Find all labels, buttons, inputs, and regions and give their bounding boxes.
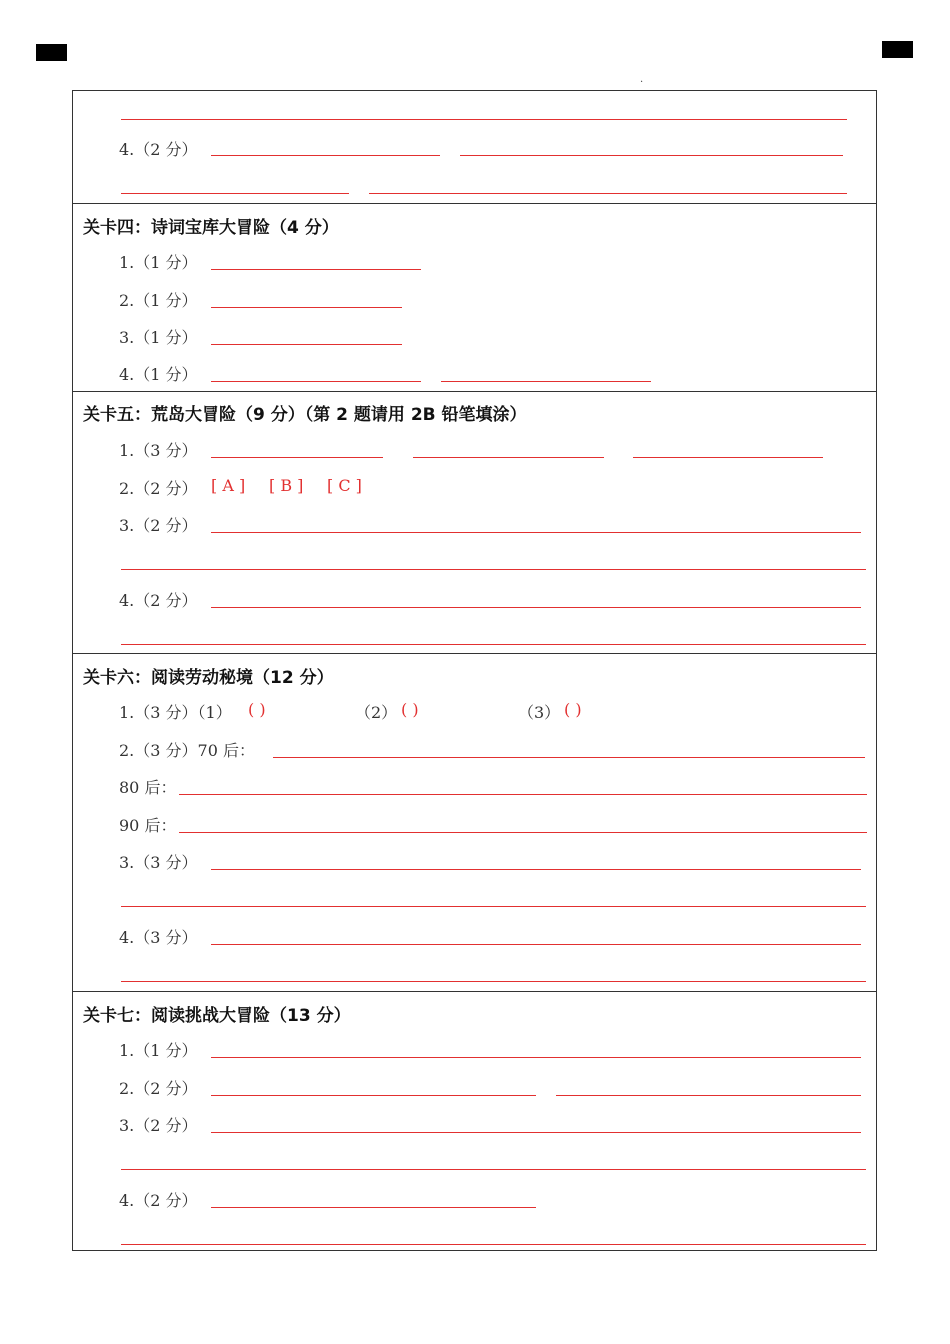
answer-line[interactable] xyxy=(211,869,861,870)
answer-line[interactable] xyxy=(369,193,847,194)
question-3-label: 3.（2 分） xyxy=(119,516,198,535)
answer-line[interactable] xyxy=(179,832,867,833)
answer-line[interactable] xyxy=(121,1244,866,1245)
question-2-80s-label: 80 后： xyxy=(119,778,177,797)
question-1-label: 1.（1 分） xyxy=(119,253,198,272)
question-2-label: 2.（3 分）70 后： xyxy=(119,741,255,760)
answer-line[interactable] xyxy=(121,644,866,645)
section-7 xyxy=(73,991,876,1253)
answer-line[interactable] xyxy=(211,607,861,608)
question-4-label: 4.（2 分） xyxy=(119,591,198,610)
answer-line[interactable] xyxy=(211,1057,861,1058)
answer-line[interactable] xyxy=(211,155,440,156)
question-4-label: 4.（3 分） xyxy=(119,928,198,947)
answer-line[interactable] xyxy=(211,1095,536,1096)
answer-line[interactable] xyxy=(121,906,866,907)
answer-sheet-box xyxy=(72,90,877,1251)
section-title: 关卡五：荒岛大冒险（9 分）（第 2 题请用 2B 铅笔填涂） xyxy=(83,405,527,425)
section-title: 关卡六：阅读劳动秘境（12 分） xyxy=(83,668,334,688)
question-3-label: 3.（2 分） xyxy=(119,1116,198,1135)
answer-line[interactable] xyxy=(211,532,861,533)
question-2-90s-label: 90 后： xyxy=(119,816,177,835)
question-2-label: 2.（2 分） xyxy=(119,479,198,498)
question-3-label: 3.（1 分） xyxy=(119,328,198,347)
question-1-label: 1.（3 分）（1） xyxy=(119,703,232,722)
answer-line[interactable] xyxy=(273,757,865,758)
question-4-label: 4.（1 分） xyxy=(119,365,198,384)
option-b-bubble[interactable]: [ B ] xyxy=(269,476,304,495)
registration-mark-left xyxy=(36,44,67,61)
question-2-label: 2.（1 分） xyxy=(119,291,198,310)
question-3-label: 3.（3 分） xyxy=(119,853,198,872)
answer-paren-3[interactable]: ( ) xyxy=(564,700,582,719)
question-1-part-2-label: （2） xyxy=(355,703,398,722)
question-2-label: 2.（2 分） xyxy=(119,1079,198,1098)
answer-line[interactable] xyxy=(441,381,651,382)
answer-line[interactable] xyxy=(121,981,866,982)
answer-line[interactable] xyxy=(179,794,867,795)
section-5 xyxy=(73,391,876,654)
answer-paren-1[interactable]: ( ) xyxy=(248,700,266,719)
question-4-label: 4.（2 分） xyxy=(119,1191,198,1210)
answer-line[interactable] xyxy=(121,119,847,120)
section-4 xyxy=(73,203,876,392)
answer-line[interactable] xyxy=(211,457,383,458)
answer-line[interactable] xyxy=(633,457,823,458)
answer-line[interactable] xyxy=(211,1207,536,1208)
question-1-label: 1.（3 分） xyxy=(119,441,198,460)
section-title: 关卡四：诗词宝库大冒险（4 分） xyxy=(83,218,339,238)
answer-line[interactable] xyxy=(121,1169,866,1170)
answer-line[interactable] xyxy=(121,193,349,194)
option-a-bubble[interactable]: [ A ] xyxy=(211,476,246,495)
answer-line[interactable] xyxy=(211,1132,861,1133)
registration-mark-right xyxy=(882,41,913,58)
answer-paren-2[interactable]: ( ) xyxy=(401,700,419,719)
question-4-label: 4.（2 分） xyxy=(119,140,198,159)
section-6 xyxy=(73,653,876,992)
answer-line[interactable] xyxy=(211,269,421,270)
option-c-bubble[interactable]: [ C ] xyxy=(327,476,362,495)
top-dot: . xyxy=(640,74,644,85)
answer-line[interactable] xyxy=(211,344,402,345)
question-1-label: 1.（1 分） xyxy=(119,1041,198,1060)
section-3-continued xyxy=(73,91,876,203)
answer-line[interactable] xyxy=(413,457,604,458)
answer-line[interactable] xyxy=(460,155,843,156)
answer-line[interactable] xyxy=(556,1095,861,1096)
section-title: 关卡七：阅读挑战大冒险（13 分） xyxy=(83,1006,351,1026)
answer-line[interactable] xyxy=(211,307,402,308)
answer-line[interactable] xyxy=(121,569,866,570)
answer-line[interactable] xyxy=(211,944,861,945)
answer-line[interactable] xyxy=(211,381,421,382)
question-1-part-3-label: （3） xyxy=(518,703,561,722)
